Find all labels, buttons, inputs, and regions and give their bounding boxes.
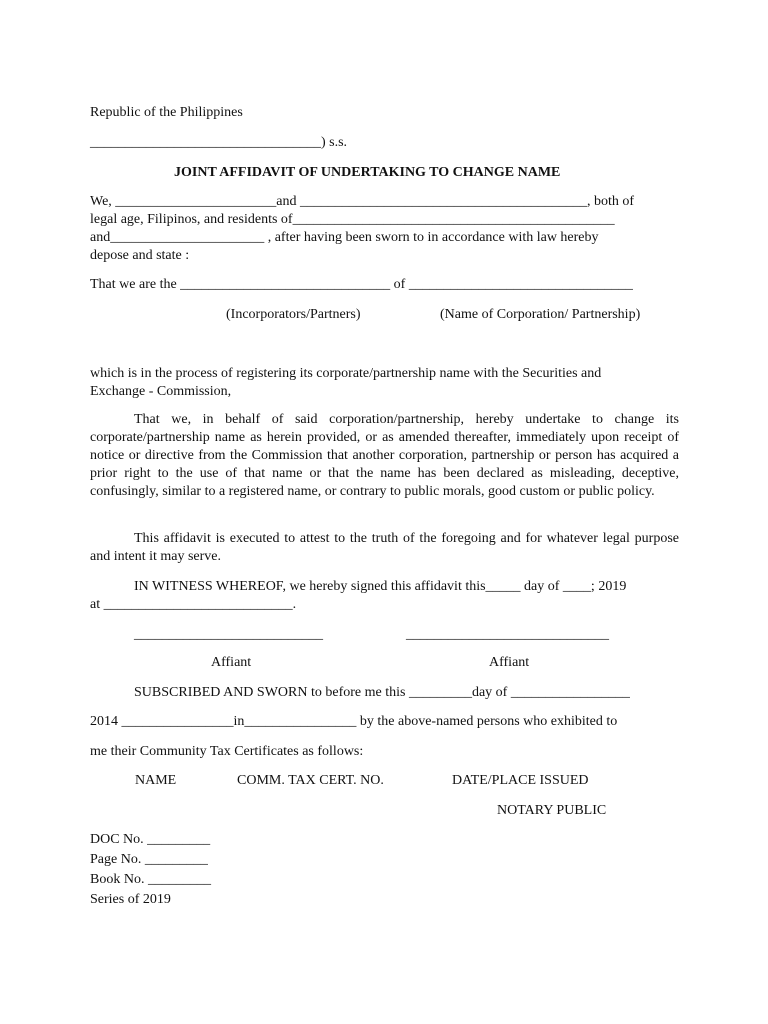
- affiant-label-left: Affiant: [211, 655, 252, 670]
- that-we-are-line: That we are the ______________________________ of ________________________________: [90, 277, 633, 292]
- page-number: Page No. _________: [90, 852, 208, 867]
- republic-heading: Republic of the Philippines: [90, 105, 243, 120]
- undertaking-text: That we, in behalf of said corporation/partnership, hereby undertake to change its corporate/partnership name as herein provided, or as amended thereafter, immediately upon receipt of notice or directive from the Commission that another corporation, partnership or person has acquired a prior right to the use of that name or that the name has been declared as misleading, deceptive, confusingly, similar to a registered name, or contrary to public morals, good custom or public policy.: [90, 412, 679, 499]
- ctc-column-number: COMM. TAX CERT. NO.: [237, 773, 384, 788]
- subscribed-line-3: me their Community Tax Certificates as follows:: [90, 744, 364, 759]
- corporation-name-label: (Name of Corporation/ Partnership): [440, 307, 641, 322]
- witness-line-2: at ___________________________.: [90, 597, 297, 612]
- document-title: JOINT AFFIDAVIT OF UNDERTAKING TO CHANGE NAME: [174, 165, 561, 180]
- executed-paragraph: [90, 530, 679, 566]
- series-year: Series of 2019: [90, 892, 171, 907]
- intro-line-4: depose and state :: [90, 248, 190, 263]
- subscribed-line-2: 2014 ________________in________________ by the above-named persons who exhibited to: [90, 714, 618, 729]
- intro-line-3: and______________________ , after having been sworn to in accordance with law hereby: [90, 230, 599, 245]
- book-number: Book No. _________: [90, 872, 211, 887]
- intro-line-1: We, _______________________and _________________________________________, both of: [90, 194, 635, 209]
- undertaking-paragraph: [90, 411, 679, 501]
- signature-line-right: _____________________________: [406, 627, 609, 642]
- ctc-column-name: NAME: [135, 773, 177, 788]
- registering-line-1: which is in the process of registering its corporate/partnership name with the Securities and: [90, 366, 602, 381]
- venue-line: _________________________________) s.s.: [90, 135, 348, 150]
- ctc-column-date-place: DATE/PLACE ISSUED: [452, 773, 589, 788]
- notary-public-label: NOTARY PUBLIC: [497, 803, 607, 818]
- executed-text: This affidavit is executed to attest to the truth of the foregoing and for whatever legal purpose and intent it may serve.: [90, 531, 679, 564]
- registering-line-2: Exchange - Commission,: [90, 384, 232, 399]
- witness-line-1: IN WITNESS WHEREOF, we hereby signed this affidavit this_____ day of ____; 2019: [134, 579, 627, 594]
- intro-line-2: legal age, Filipinos, and residents of______________________________________________: [90, 212, 615, 227]
- subscribed-line-1: SUBSCRIBED AND SWORN to before me this _________day of _________________: [134, 685, 630, 700]
- incorporators-label: (Incorporators/Partners): [226, 307, 361, 322]
- signature-line-left: ___________________________: [134, 627, 323, 642]
- doc-number: DOC No. _________: [90, 832, 211, 847]
- affiant-label-right: Affiant: [489, 655, 530, 670]
